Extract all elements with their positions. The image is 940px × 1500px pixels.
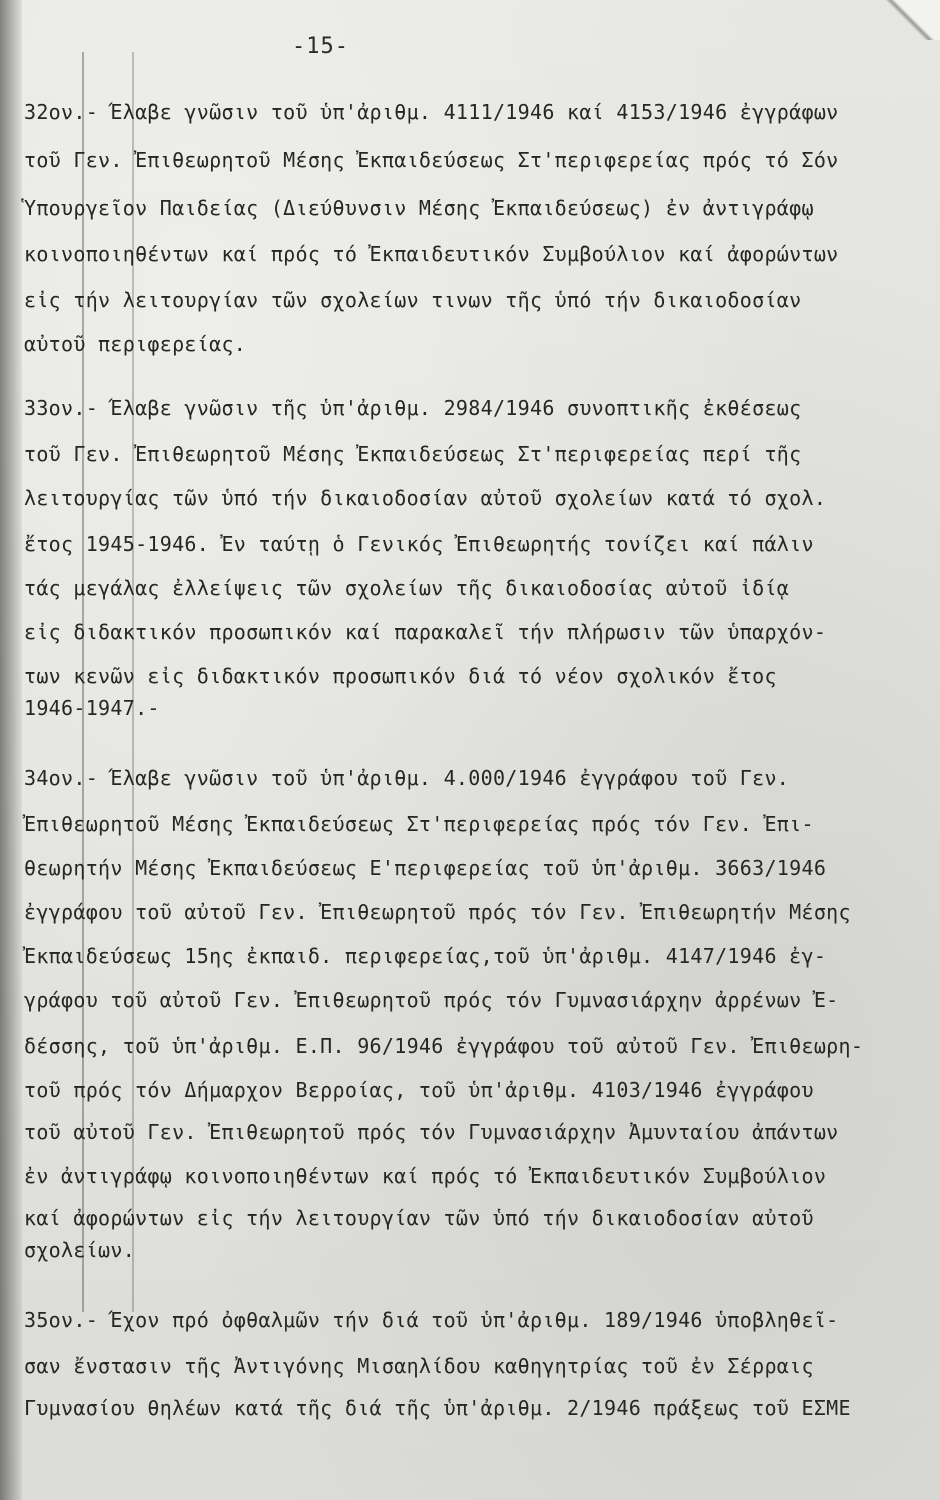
text-line: ἔτος 1945-1946. Ἐν ταύτῃ ὁ Γενικός Ἐπιθεωρητής τονίζει καί πάλιν xyxy=(24,532,814,556)
text-line: τοῦ Γεν. Ἐπιθεωρητοῦ Μέσης Ἐκπαιδεύσεως Στ'περιφερείας πρός τό Σόν xyxy=(24,148,839,172)
text-line: θεωρητήν Μέσης Ἐκπαιδεύσεως Ε'περιφερείας τοῦ ὑπ'ἀριθμ. 3663/1946 xyxy=(24,856,827,880)
text-line: ἐν ἀντιγράφῳ κοινοποιηθέντων καί πρός τό Ἐκπαιδευτικόν Συμβούλιον xyxy=(24,1164,827,1188)
text-line: κοινοποιηθέντων καί πρός τό Ἐκπαιδευτικόν Συμβούλιον καί ἀφορώντων xyxy=(24,242,839,266)
text-line: καί ἀφορώντων εἰς τήν λειτουργίαν τῶν ὑπό τήν δικαιοδοσίαν αὐτοῦ xyxy=(24,1206,814,1230)
text-line: 34ον.- Έλαβε γνῶσιν τοῦ ὑπ'ἀριθμ. 4.000/1946 ἐγγράφου τοῦ Γεν. xyxy=(24,766,790,790)
text-line: Ἐκπαιδεύσεως 15ης ἐκπαιδ. περιφερείας,τοῦ ὑπ'ἀριθμ. 4147/1946 ἐγ- xyxy=(24,944,827,968)
text-line: τοῦ πρός τόν Δήμαρχον Βερροίας, τοῦ ὑπ'ἀριθμ. 4103/1946 ἐγγράφου xyxy=(24,1078,814,1102)
text-line: Ὑπουργεῖον Παιδείας (Διεύθυνσιν Μέσης Ἐκπαιδεύσεως) ἐν ἀντιγράφῳ xyxy=(24,196,814,220)
text-line: 1946-1947.- xyxy=(24,696,160,720)
text-line: Ἐπιθεωρητοῦ Μέσης Ἐκπαιδεύσεως Στ'περιφερείας πρός τόν Γεν. Ἐπι- xyxy=(24,812,814,836)
text-line: τοῦ αὐτοῦ Γεν. Ἐπιθεωρητοῦ πρός τόν Γυμνασιάρχην Ἀμυνταίου ἀπάντων xyxy=(24,1120,839,1144)
text-line: δέσσης, τοῦ ὑπ'ἀριθμ. Ε.Π. 96/1946 ἐγγράφου τοῦ αὐτοῦ Γεν. Ἐπιθεωρη- xyxy=(24,1034,864,1058)
text-line: τάς μεγάλας ἐλλείψεις τῶν σχολείων τῆς δικαιοδοσίας αὐτοῦ ἰδίᾳ xyxy=(24,576,790,600)
text-line: σαν ἔνστασιν τῆς Ἀντιγόνης Μισαηλίδου καθηγητρίας τοῦ ἐν Σέρραις xyxy=(24,1354,814,1378)
text-line: αὐτοῦ περιφερείας. xyxy=(24,332,247,356)
text-line: 35ον.- Έχον πρό ὀφθαλμῶν τήν διά τοῦ ὑπ'ἀριθμ. 189/1946 ὑποβληθεῖ- xyxy=(24,1308,839,1332)
text-line: 33ον.- Έλαβε γνῶσιν τῆς ὑπ'ἀριθμ. 2984/1946 συνοπτικῆς ἐκθέσεως xyxy=(24,396,802,420)
text-line: Γυμνασίου θηλέων κατά τῆς διά τῆς ὑπ'ἀριθμ. 2/1946 πράξεως τοῦ ΕΣΜΕ xyxy=(24,1396,851,1420)
text-line: εἰς διδακτικόν προσωπικόν καί παρακαλεῖ τήν πλήρωσιν τῶν ὑπαρχόν- xyxy=(24,620,827,644)
text-line: ἐγγράφου τοῦ αὐτοῦ Γεν. Ἐπιθεωρητοῦ πρός τόν Γεν. Ἐπιθεωρητήν Μέσης xyxy=(24,900,851,924)
page-number: -15- xyxy=(292,34,349,59)
text-line: τοῦ Γεν. Ἐπιθεωρητοῦ Μέσης Ἐκπαιδεύσεως Στ'περιφερείας περί τῆς xyxy=(24,442,802,466)
text-line: των κενῶν εἰς διδακτικόν προσωπικόν διά τό νέον σχολικόν ἔτος xyxy=(24,664,777,688)
text-line: λειτουργίας τῶν ὑπό τήν δικαιοδοσίαν αὐτοῦ σχολείων κατά τό σχολ. xyxy=(24,486,827,510)
text-line: γράφου τοῦ αὐτοῦ Γεν. Ἐπιθεωρητοῦ πρός τόν Γυμνασιάρχην ἀρρένων Ἐ- xyxy=(24,988,839,1012)
text-line: εἰς τήν λειτουργίαν τῶν σχολείων τινων τῆς ὑπό τήν δικαιοδοσίαν xyxy=(24,288,802,312)
text-line: 32ον.- Έλαβε γνῶσιν τοῦ ὑπ'ἀριθμ. 4111/1946 καί 4153/1946 ἐγγράφων xyxy=(24,100,839,124)
text-line: σχολείων. xyxy=(24,1238,136,1262)
